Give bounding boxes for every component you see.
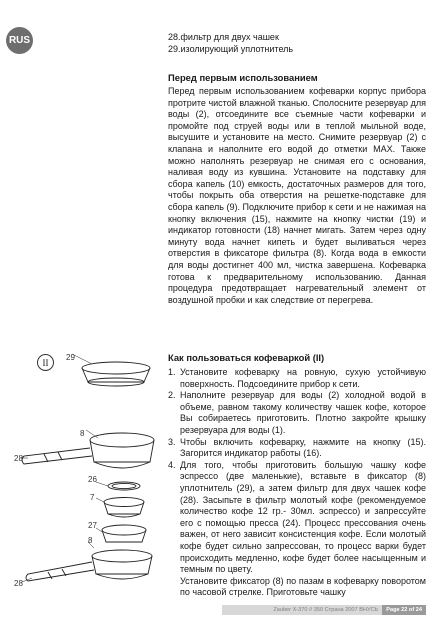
insert-27-drawing	[102, 525, 146, 542]
step-text: Установите кофеварку на ровную, сухую устойчивую поверхность. Подсоедините прибор к сети.	[180, 367, 426, 389]
language-badge: RUS	[6, 27, 33, 54]
usage-step	[168, 390, 426, 436]
step-text: Чтобы включить кофеварку, нажмите на кнопку (15). Загорится индикатор работы (16).	[180, 436, 426, 459]
callout-29: 29	[66, 353, 75, 362]
usage-step	[168, 437, 426, 460]
callout-7: 7	[90, 493, 95, 502]
usage-step	[168, 576, 426, 599]
step-text: Для того, чтобы приготовить большую чашку кофе эспрессо (две маленькие), вставьте в фиксатор (8) уплотнитель (29), а затем фильтр для двух чашек кофе (28). Засыпьте в фильтр молотый кофе (рекомендуемое количество кофе 12 гр.- 30мл. эспрессо) и запрессуйте его с помощью пресса (24). Процесс прессования очень важен, от него зависит консистенция кофе. Если молотый кофе будет сильно запрессован, то процесс варки будет происходить медленно, кофе будет более насыщенным и темным по цвету.	[180, 459, 426, 575]
filter-assembly-diagram	[14, 350, 164, 590]
page-footer	[222, 605, 426, 615]
step-text: Наполните резервуар для воды (2) холодной водой в объеме, равном такому количеству чашек кофе, которое Вы собираетесь приготовить. Плотно закройте крышку резервуара для воды (1).	[180, 390, 426, 435]
callout-27: 27	[88, 521, 97, 530]
section-body-before-first-use: Перед первым использованием кофеварки корпус прибора протрите чистой влажной тканью. Сполосните резервуар для воды (2), отсоедините все съемные части кофеварки и промойте под струей воды или в теплой мыльной воде, высушите и установите на место. Снимите резервуар (2) с клапана и наполните его водой до отметки MAX. Также можно наполнять резервуар не снимая его с основания, наливая воду из кувшина. Установите на подставку для сбора капель (10) емкость, достаточных размеров для того, чтобы покрыть оба отверстия на решетке-подставке для сбора капель (9). Подключите прибор к сети и не нажимая на кнопку включения (15), нажмите на кнопку чистки (19) и индикатор готовности (18) начнет мигать. Затем через одну минуту вода начнет кипеть и будет выливаться через отверстия в фиксаторе фильтра (8). Когда вода в емкости для воды достигнет 400 мл, чистка завершена. Кофеварка готова к предварительному использованию. Данная процедура предотвращает нагревательный элемент от воздушной пробки и как следствие от перегрева.	[168, 86, 426, 305]
step-number: 3.	[168, 436, 176, 447]
parts-list-item: 28.фильтр для двух чашек	[168, 32, 279, 42]
section-title-how-to-use: Как пользоваться кофеваркой (II)	[168, 352, 325, 363]
section-title-before-first-use: Перед первым использованием	[168, 72, 318, 83]
seal-ring-29-drawing	[82, 362, 150, 386]
usage-step	[168, 460, 426, 576]
step-text: Установите фиксатор (8) по пазам в кофеварку поворотом по часовой стрелке. Приготовьте чашку	[180, 575, 426, 598]
parts-list-tail	[168, 32, 426, 55]
callout-8: 8	[80, 429, 85, 438]
step-number	[168, 576, 180, 599]
filter-7-drawing	[104, 498, 144, 518]
figure-marker: II	[37, 354, 54, 371]
callout-28-lower: 28	[14, 579, 23, 588]
callout-26: 26	[88, 475, 97, 484]
step-number: 1.	[168, 367, 176, 377]
usage-step	[168, 367, 426, 390]
parts-list-item: 29.изолирующий уплотнитель	[168, 43, 294, 54]
footer-model-text: Zauber X-370 // 350 Страна 2007 ВНУСЬ	[273, 607, 379, 613]
step-number: 2.	[168, 390, 176, 401]
gasket-26-drawing	[108, 482, 140, 490]
callout-28: 28	[14, 454, 23, 463]
callout-8-lower: 8	[88, 536, 93, 545]
usage-steps-list	[168, 367, 426, 599]
footer-page-number: Page 22 of 24	[382, 605, 426, 615]
filter-holder-drawing	[22, 433, 154, 468]
step-number: 4.	[168, 459, 176, 470]
filter-holder-lower-drawing	[26, 550, 152, 581]
